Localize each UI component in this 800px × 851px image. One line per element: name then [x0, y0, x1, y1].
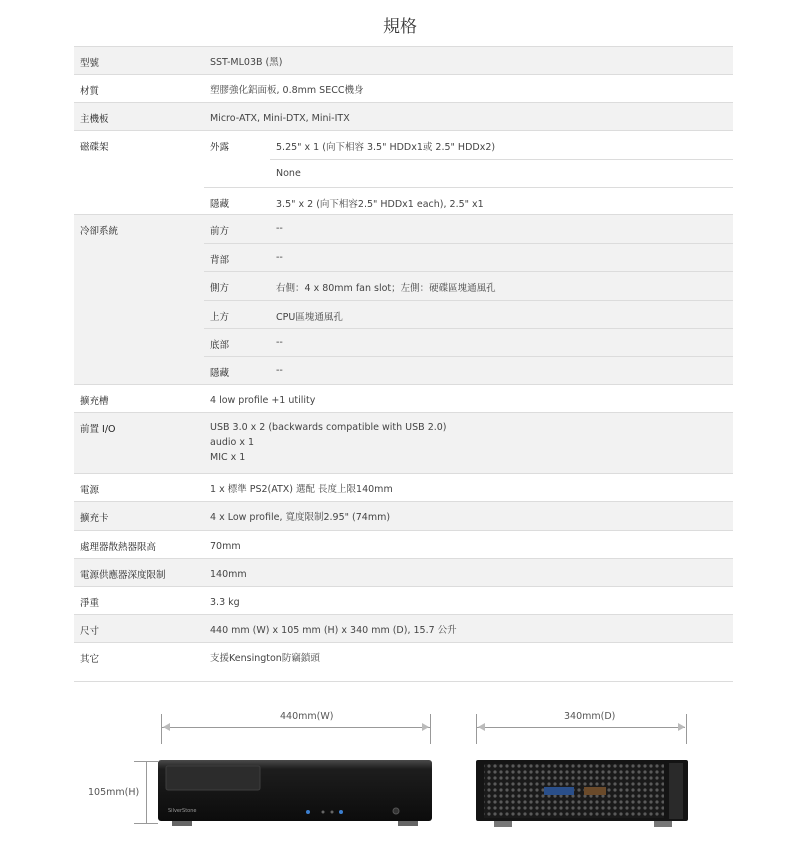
width-arrow-right: [422, 723, 429, 731]
cooling-rear-value: --: [276, 252, 283, 263]
expansion-cards-label: 擴充卡: [80, 513, 109, 524]
cooling-label: 冷卻系統: [80, 226, 119, 237]
cooling-hidden-label: 隱藏: [210, 368, 230, 379]
row-other: [74, 642, 733, 670]
expansion-slots-label: 擴充槽: [80, 396, 109, 407]
height-tick-bottom: [134, 823, 158, 824]
model-value: SST-ML03B (黑): [210, 57, 283, 68]
front-io-value-3: MIC x 1: [210, 452, 246, 463]
row-cpu-cooler: [74, 530, 733, 558]
height-tick-top: [134, 761, 158, 762]
cooling-top: [204, 300, 733, 328]
other-value: 支援Kensington防竊鎖頭: [210, 653, 320, 664]
row-cooling: [74, 214, 733, 384]
internal-label: 隱藏: [210, 199, 230, 210]
depth-dimension-label: 340mm(D): [564, 711, 616, 722]
psu-depth-label: 電源供應器深度限制: [80, 570, 166, 581]
motherboard-label: 主機板: [80, 114, 109, 125]
cooling-front-label: 前方: [210, 226, 230, 237]
depth-tick-right: [686, 714, 687, 744]
model-label: 型號: [80, 58, 100, 69]
cooling-rear-label: 背部: [210, 255, 230, 266]
depth-tick-left: [476, 714, 477, 744]
external-row-1: [270, 131, 733, 159]
cooling-bottom: [204, 328, 733, 356]
cooling-rear: [204, 243, 733, 271]
cooling-hidden: [204, 356, 733, 385]
weight-value: 3.3 kg: [210, 597, 240, 608]
height-dimension-line: [146, 761, 147, 823]
height-dimension-label: 105mm(H): [88, 787, 140, 798]
dimensions-value: 440 mm (W) x 105 mm (H) x 340 mm (D), 15.7 公升: [210, 625, 457, 636]
cooling-side: [204, 271, 733, 300]
row-expansion-cards: [74, 501, 733, 530]
front-io-label: 前置 I/O: [80, 424, 116, 435]
depth-arrow-right: [678, 723, 685, 731]
width-dimension-label: 440mm(W): [280, 711, 334, 722]
cooling-front: [204, 215, 733, 243]
front-io-value-2: audio x 1: [210, 437, 255, 448]
cooling-top-value: CPU區塊通風孔: [276, 312, 343, 323]
external-value-2: None: [276, 168, 301, 179]
expansion-cards-value: 4 x Low profile, 寬度限制2.95" (74mm): [210, 512, 391, 523]
psu-value: 1 x 標準 PS2(ATX) 選配 長度上限140mm: [210, 484, 393, 495]
cooling-side-value: 右側：4 x 80mm fan slot；左側：硬碟區塊通風孔: [276, 283, 496, 294]
row-expansion-slots: [74, 384, 733, 412]
page-title: 規格: [383, 17, 417, 37]
psu-label: 電源: [80, 485, 100, 496]
cpu-cooler-value: 70mm: [210, 541, 241, 552]
row-dimensions: [74, 614, 733, 642]
width-tick-right: [430, 714, 431, 744]
row-psu-depth: [74, 558, 733, 586]
dimensions-label: 尺寸: [80, 626, 100, 637]
external-label: 外露: [210, 142, 230, 153]
width-arrow-left: [163, 723, 170, 731]
depth-arrow-left: [478, 723, 485, 731]
cooling-side-label: 側方: [210, 283, 230, 294]
row-psu: [74, 473, 733, 501]
other-label: 其它: [80, 654, 100, 665]
row-material: [74, 74, 733, 102]
cooling-bottom-label: 底部: [210, 340, 230, 351]
cooling-bottom-value: --: [276, 337, 283, 348]
external-value-1: 5.25" x 1 (向下相容 3.5" HDDx1或 2.5" HDDx2): [276, 142, 496, 153]
psu-depth-value: 140mm: [210, 569, 247, 580]
drive-bays-label: 磁碟架: [80, 142, 109, 153]
case-side-view-image: [474, 757, 694, 831]
cooling-front-value: --: [276, 223, 283, 234]
cpu-cooler-label: 處理器散熱器限高: [80, 542, 157, 553]
front-io-value-1: USB 3.0 x 2 (backwards compatible with USB 2.0): [210, 422, 447, 433]
row-model: [74, 46, 733, 74]
depth-dimension-line: [477, 727, 685, 728]
weight-label: 淨重: [80, 598, 100, 609]
material-value: 塑膠強化鋁面板, 0.8mm SECC機身: [210, 85, 364, 96]
material-label: 材質: [80, 86, 100, 97]
motherboard-value: Micro-ATX, Mini-DTX, Mini-ITX: [210, 113, 350, 124]
row-front-io: [74, 412, 733, 473]
width-tick-left: [161, 714, 162, 744]
row-motherboard: [74, 102, 733, 130]
internal-value: 3.5" x 2 (向下相容2.5" HDDx1 each), 2.5" x1: [276, 199, 484, 210]
row-drive-bays: [74, 130, 733, 214]
table-bottom-divider: [74, 681, 733, 682]
case-front-view-image: [158, 757, 434, 829]
external-row-2: [270, 159, 733, 187]
row-weight: [74, 586, 733, 614]
front-logo-text: SilverStone: [168, 808, 197, 814]
expansion-slots-value: 4 low profile +1 utility: [210, 395, 316, 406]
width-dimension-line: [162, 727, 430, 728]
cooling-top-label: 上方: [210, 312, 230, 323]
cooling-hidden-value: --: [276, 365, 283, 376]
drive-bays-internal: [204, 187, 733, 215]
drive-bays-external: [204, 131, 733, 187]
